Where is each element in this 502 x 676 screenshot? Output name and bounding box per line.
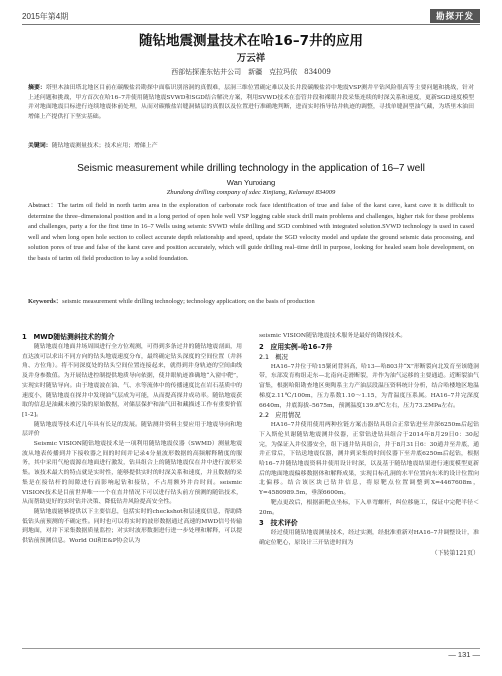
page-number: — 131 — [448, 650, 480, 659]
affiliation-en: Zhundong drilling company of xdec Xinjiang, Kelamayi 834009 [166, 189, 336, 196]
affiliation-cn: 西部钻探准东钻井公司 新疆 克拉玛依 834009 [171, 68, 331, 76]
keywords-label-cn: 关键词： [28, 143, 52, 149]
paragraph: 随钻地震在地面井场周围进行全方位观测，可得到多条过井的随钻地震剖面，用直达波可以求出不同方向的钻头地震速度分布，最终确定钻头深度的空间位置（井斜角、方位角）。将不同深度处的钻头空间位置连接起来，就得到井身轨迹的空间曲线及井身参数值。为开展钻进控制提供地质导向依据，使井眼轨迹准确地“入窗中靶”，实现实时随钻导向。由于地震波在油、气、水等流体中的传播速度比在岩石基质中的速度小，随钻地震在探井中发现油气层成为可能，从而提高探井成功率。随钻地震获取的信息是油藏未被污染的原始数据，对储层保护和油气田和藏描述工作有重要价值[1-2]。 [22, 344, 242, 418]
paragraph: seismic VISION随钻地震技术服务是最好的勘探技术。 [259, 333, 407, 339]
paragraph: 经过使用随钻地震测量技术，经过实测，经批准重新对HA16–7井调整设计，准确定位靶心，原设计三开钻进时间为 [259, 530, 479, 546]
abstract-text-cn: 塔里木油田塔北地区目前在碳酸盐岩勘探中面临识别溶洞的真假难，层洞三维位置确定难以及长井段碳酸盐岩中地震VSP测井平钻风险很高等主要问题和挑战，针对上述问题和挑战，甲方首次在哈16–7井使用随钻地震SVWD和SGD结合解决方案，利用SVWD技术在套管井段和裸眼井段采集连续的时深关系和速度，更新SGD速度模型并对地面地震目标进行连续地震体前处理，从而对碳酸盐岩缝洞储层的真假以及位置进行准确地判断，进而实时指导钻井轨迹的调整，寻找单缝洞型油气藏，为塔里木油田增储上产提供打下坚实基础。 [28, 85, 474, 120]
paragraph: HA16–7井位于哈15緊闭背斜高，哈13—哈803井“X”形断裂向北发育至该缝洞带，东部发育构组走东—北南向走滑断裂，并作为油气运移的主要通道。近断裂油气富集，根据哈阳勘查地区奥陶系主力产油层段温压资料统计分析，结合哈楼地区地温梯度2.11℃/100m，压力系数1.10～1.15，为背温度压系属。HA16–7井完深度6640m，井底海拔–5675m，预测温度139.8℃左右，压力73.2MPa左右。 [259, 363, 479, 409]
section-heading-3: 3 技术评价 [259, 519, 298, 528]
keywords-text-en: seismic measurement while drilling technology; technology application; on the basis of production [62, 298, 315, 305]
body-column-left [22, 332, 242, 547]
abstract-en [28, 201, 474, 265]
issue-label: 2015年第4期 [22, 12, 69, 21]
paper-title-en: Seismic measurement while drilling technology in the application of 16–7 well [77, 163, 425, 174]
running-header [0, 9, 502, 25]
abstract-label-en: Abstract： [28, 202, 58, 209]
keywords-en [28, 297, 474, 308]
paragraph: 随钻地震等技术近几年具有长足的发展。随钻测井资料主要应用于地震导向和地层评价 [22, 421, 242, 438]
author-cn: 万云祥 [236, 53, 266, 64]
paper-title-cn: 随钻地震测量技术在哈16–7井的应用 [139, 33, 363, 49]
keywords-text-cn: 随钻地震测量技术；技术应用；增储上产 [51, 143, 158, 149]
author-en: Wan Yunxiang [226, 178, 276, 187]
paragraph: HA16–7井使用使用两种拉链方案击器钻具组合正常钻进至井深6250m后起钻下入斯伦贝谢随钻地震测井仪器，正常钻进钻具组合于2014年8月29日0：30起完，为保证入井仪器安全，组下通井钻具组合，井于8月31日6：30通井至井底，通井正常后，下钻送地震仪器，测井到采集的时间仪器下至井底6250m后起钻，根据哈16–7井随钻地震资料井使用设计时深，以及基于随钻地震结果进行速度模型更新后的地面地震偏移数据体和解释成果，实现目标孔洞的水平位置向东米的设计位置向北偏移。结合该区块已钻井信息，将原靶点位置调整到X=4467608m，Y=4580989.5m，垂深6600m。 [259, 422, 479, 497]
keywords-label-en: Keywords： [28, 298, 63, 305]
paragraph: 靶点更改后，根据新靶点坐标，下入单弯螺杆，纠位移施工，保证中完靶半径＜20m。 [259, 499, 479, 516]
header-rule [22, 24, 480, 25]
abstract-label-cn: 摘要： [28, 85, 46, 91]
paragraph: 随钻地震能够提供以下主要信息，包括实时的checkshot和层速度信息，帮助降低钻头前预测的不确定性。同时也可以将实时的波形数据通过高速的MWD信号传输到地面，对并下采集数据质量监控；对实时波形数据进行进一步处理和解释，可以提供钻前预测信息。World Oil和E&P协会认为 [22, 508, 242, 545]
continued-note: （下转第121页） [431, 549, 479, 557]
section-heading-2: 2 应用实例–哈16–7井 [259, 342, 333, 351]
abstract-text-en: The tarim oil field in north tarim area in the exploration of carbonate rock face identification of true and false of the karst cave, karst cave it is difficult to determine the three–dimensional position and in a long period of open hole well VSP logging cable stuck drill main problems and challenges, higher risk for these problems and challenges, party a for the first time in 16–7 Wells using seismic SVWD while drilling and SGD combined with integrated solution.SVWD technology is used in cased well and when long open hole section to collect accurate depth relationship and speed, update the SGD velocity model and update the ground seismic data processing, and solution pores of true and false of the karst cave and position accurately, which will guide drilling real–time drill in purpose, looking for healed seam hole development, on the basis of tarim oil field production to lay a solid foundation. [28, 202, 474, 262]
paragraph: Seismic VISION随钻地震技术是一项利用随钻地震仪器（SWMD）测量地震波从地表传播到井下接收器之间的时间并记录4分量波形数据的高频解释精度的服务，其中采用气枪震源在地面进行激发，钻具组合上的随钻地震仪在井中进行波形采集。该技术最大的特点就是实时性，能够提供实时的时深关系和速度，并且数据的采集是在接钻杆的间隙进行而影响起钻和接钻，不占用额外井台时间。seismic VISION技术是目前世界唯一一个在直井情况下可以进行钻头前方预测的随钻技术，从而帮助更好的实时钻井决策、降低钻井风险提高安全性。 [22, 441, 242, 506]
subsection-heading-2-1: 2.1 概况 [259, 353, 288, 361]
section-heading-1: 1 MWD随钻测斜技术的简介 [22, 333, 115, 341]
abstract-cn [28, 84, 474, 122]
subsection-heading-2-2: 2.2 应用情况 [259, 412, 301, 420]
keywords-cn [28, 142, 474, 152]
footer-rule [22, 648, 480, 649]
body-column-right [259, 332, 479, 558]
section-badge: 勘探开发 [430, 9, 480, 23]
